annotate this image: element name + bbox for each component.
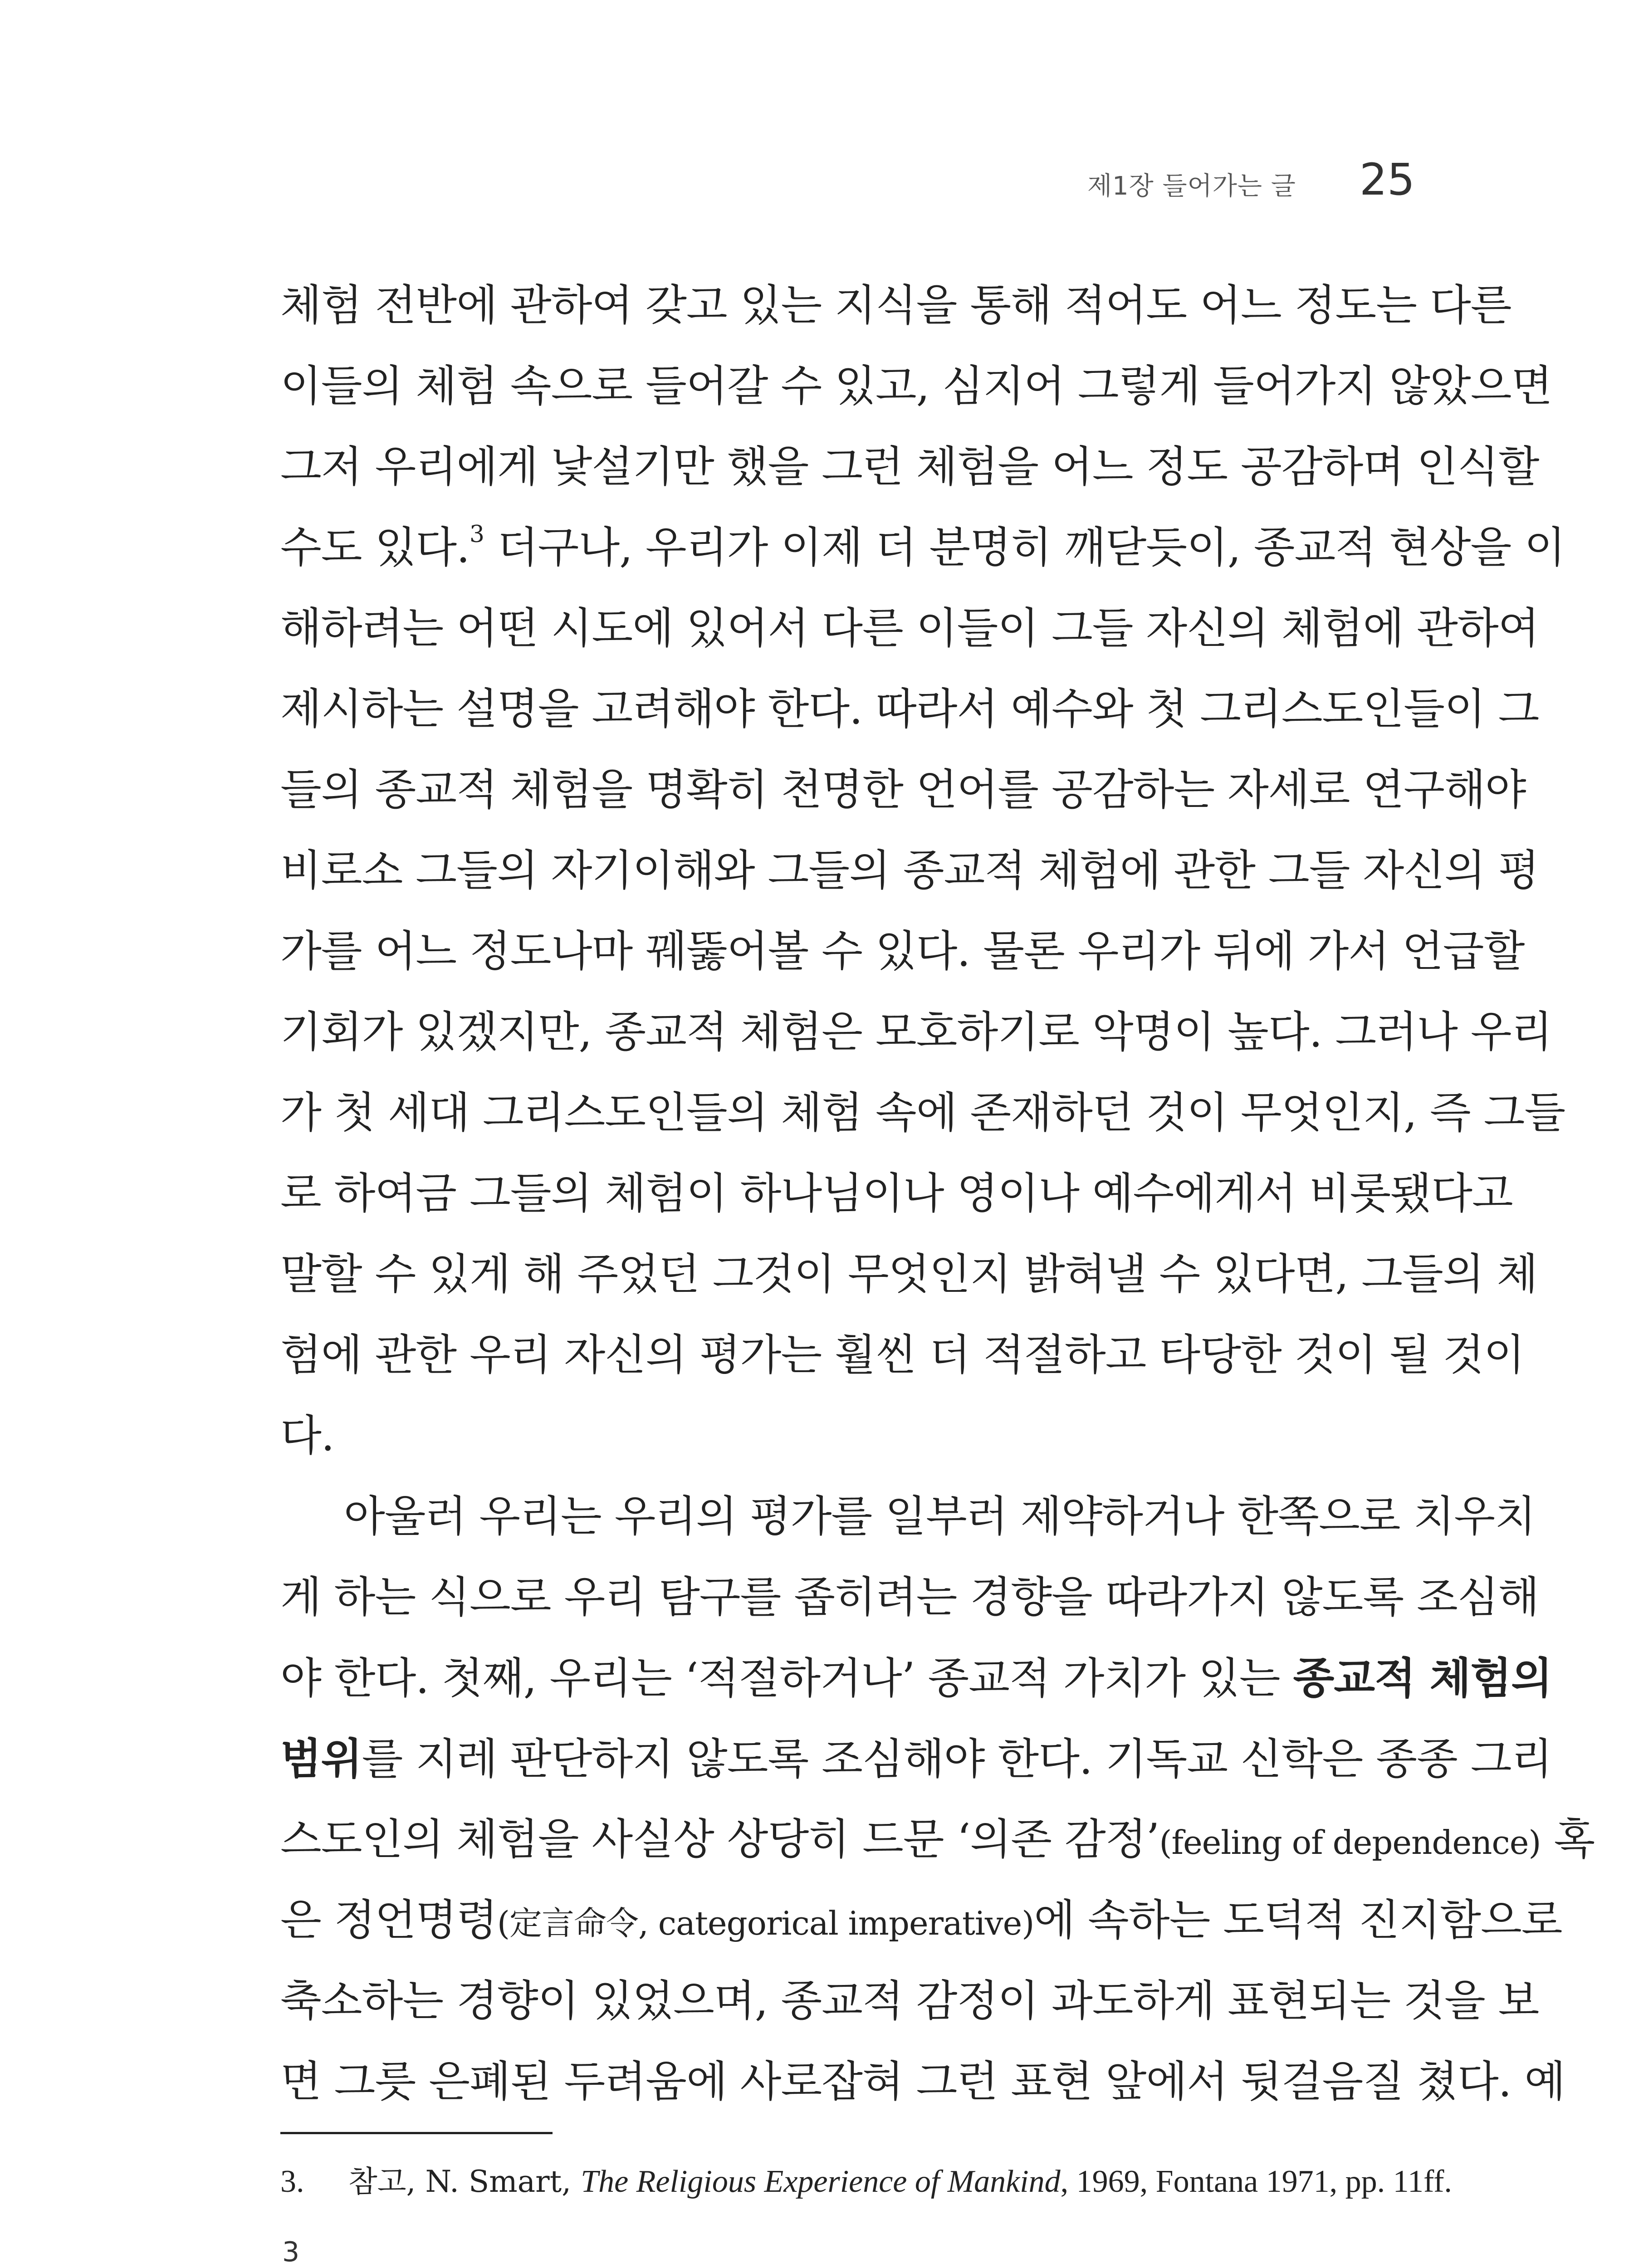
text-line: 비로소 그들의 자기이해와 그들의 종교적 체험에 관한 그들 자신의 평 xyxy=(280,846,1539,895)
text-run: 에 속하는 도덕적 진지함으로 xyxy=(1034,1896,1562,1945)
text-line: 기회가 있겠지만, 종교적 체험은 모호하기로 악명이 높다. 그러나 우리 xyxy=(280,1007,1552,1057)
text-line: 가 첫 세대 그리스도인들의 체험 속에 존재하던 것이 무엇인지, 즉 그들 xyxy=(280,1088,1565,1138)
text-line: 이들의 체험 속으로 들어갈 수 있고, 심지어 그렇게 들어가지 않았으면 xyxy=(280,362,1552,411)
text-run: 은 정언명령 xyxy=(280,1896,497,1945)
text-line: 면 그릇 은폐된 두려움에 사로잡혀 그런 표현 앞에서 뒷걸음질 쳤다. 예 xyxy=(280,2057,1565,2107)
footnote-ref[interactable]: 3 xyxy=(469,521,484,548)
footnote-book-title: The Religious Experience of Mankind xyxy=(581,2164,1061,2199)
bold-emphasis: 범위 xyxy=(280,1734,362,1784)
footnote-prefix: 참고, N. Smart, xyxy=(348,2164,581,2199)
parenthetical-gloss: (定言命令, categorical imperative) xyxy=(497,1904,1034,1942)
paragraph-start-line: 아울러 우리는 우리의 평가를 일부러 제약하거나 한쪽으로 치우치 xyxy=(344,1492,1536,1541)
text-run: 스도인의 체험을 사실상 상당히 드문 ‘의존 감정’ xyxy=(280,1815,1159,1864)
text-line xyxy=(280,1719,1552,1799)
footnote-divider xyxy=(280,2132,553,2134)
text-line: 가를 어느 정도나마 꿰뚫어볼 수 있다. 물론 우리가 뒤에 가서 언급할 xyxy=(280,927,1525,976)
footnote-suffix: , 1969, Fontana 1971, pp. 11ff. xyxy=(1060,2164,1452,2199)
text-line xyxy=(280,508,1565,588)
parenthetical-gloss: (feeling of dependence) xyxy=(1159,1823,1541,1862)
text-run: 더구나, 우리가 이제 더 분명히 깨닫듯이, 종교적 현상을 이 xyxy=(484,523,1565,572)
text-run: 를 지레 판단하지 않도록 조심해야 한다. 기독교 신학은 종종 그리 xyxy=(362,1735,1552,1784)
text-line: 들의 종교적 체험을 명확히 천명한 언어를 공감하는 자세로 연구해야 xyxy=(280,765,1526,815)
bottom-marker: 3 xyxy=(282,2236,300,2268)
text-line: 그저 우리에게 낯설기만 했을 그런 체험을 어느 정도 공감하며 인식할 xyxy=(280,442,1539,492)
text-line: 게 하는 식으로 우리 탐구를 좁히려는 경향을 따라가지 않도록 조심해 xyxy=(280,1573,1539,1622)
text-run: 수도 있다. xyxy=(280,523,470,572)
body-text xyxy=(280,265,1595,2122)
running-header xyxy=(1087,154,1415,205)
text-line xyxy=(280,1799,1595,1880)
text-line: 해하려는 어떤 시도에 있어서 다른 이들이 그들 자신의 체험에 관하여 xyxy=(280,604,1539,653)
page-number: 25 xyxy=(1359,154,1415,205)
footnote-number: 3. xyxy=(280,2164,304,2199)
text-line: 체험 전반에 관하여 갖고 있는 지식을 통해 적어도 어느 정도는 다른 xyxy=(280,281,1512,330)
footnote xyxy=(280,2159,1452,2204)
text-line: 말할 수 있게 해 주었던 그것이 무엇인지 밝혀낼 수 있다면, 그들의 체 xyxy=(280,1250,1538,1299)
bold-emphasis: 종교적 체험의 xyxy=(1293,1653,1552,1703)
text-line: 로 하여금 그들의 체험이 하나님이나 영이나 예수에게서 비롯됐다고 xyxy=(280,1169,1513,1218)
text-run: 야 한다. 첫째, 우리는 ‘적절하거나’ 종교적 가치가 있는 xyxy=(280,1654,1293,1703)
text-line: 축소하는 경향이 있었으며, 종교적 감정이 과도하게 표현되는 것을 보 xyxy=(280,1976,1539,2026)
chapter-title: 제1장 들어가는 글 xyxy=(1087,171,1296,201)
text-line: 다. xyxy=(280,1411,334,1461)
text-line: 제시하는 설명을 고려해야 한다. 따라서 예수와 첫 그리스도인들이 그 xyxy=(280,684,1539,734)
text-line: 험에 관한 우리 자신의 평가는 훨씬 더 적절하고 타당한 것이 될 것이 xyxy=(280,1330,1525,1380)
text-line xyxy=(280,1880,1562,1961)
text-line xyxy=(280,1638,1552,1719)
text-run: 혹 xyxy=(1541,1815,1595,1864)
